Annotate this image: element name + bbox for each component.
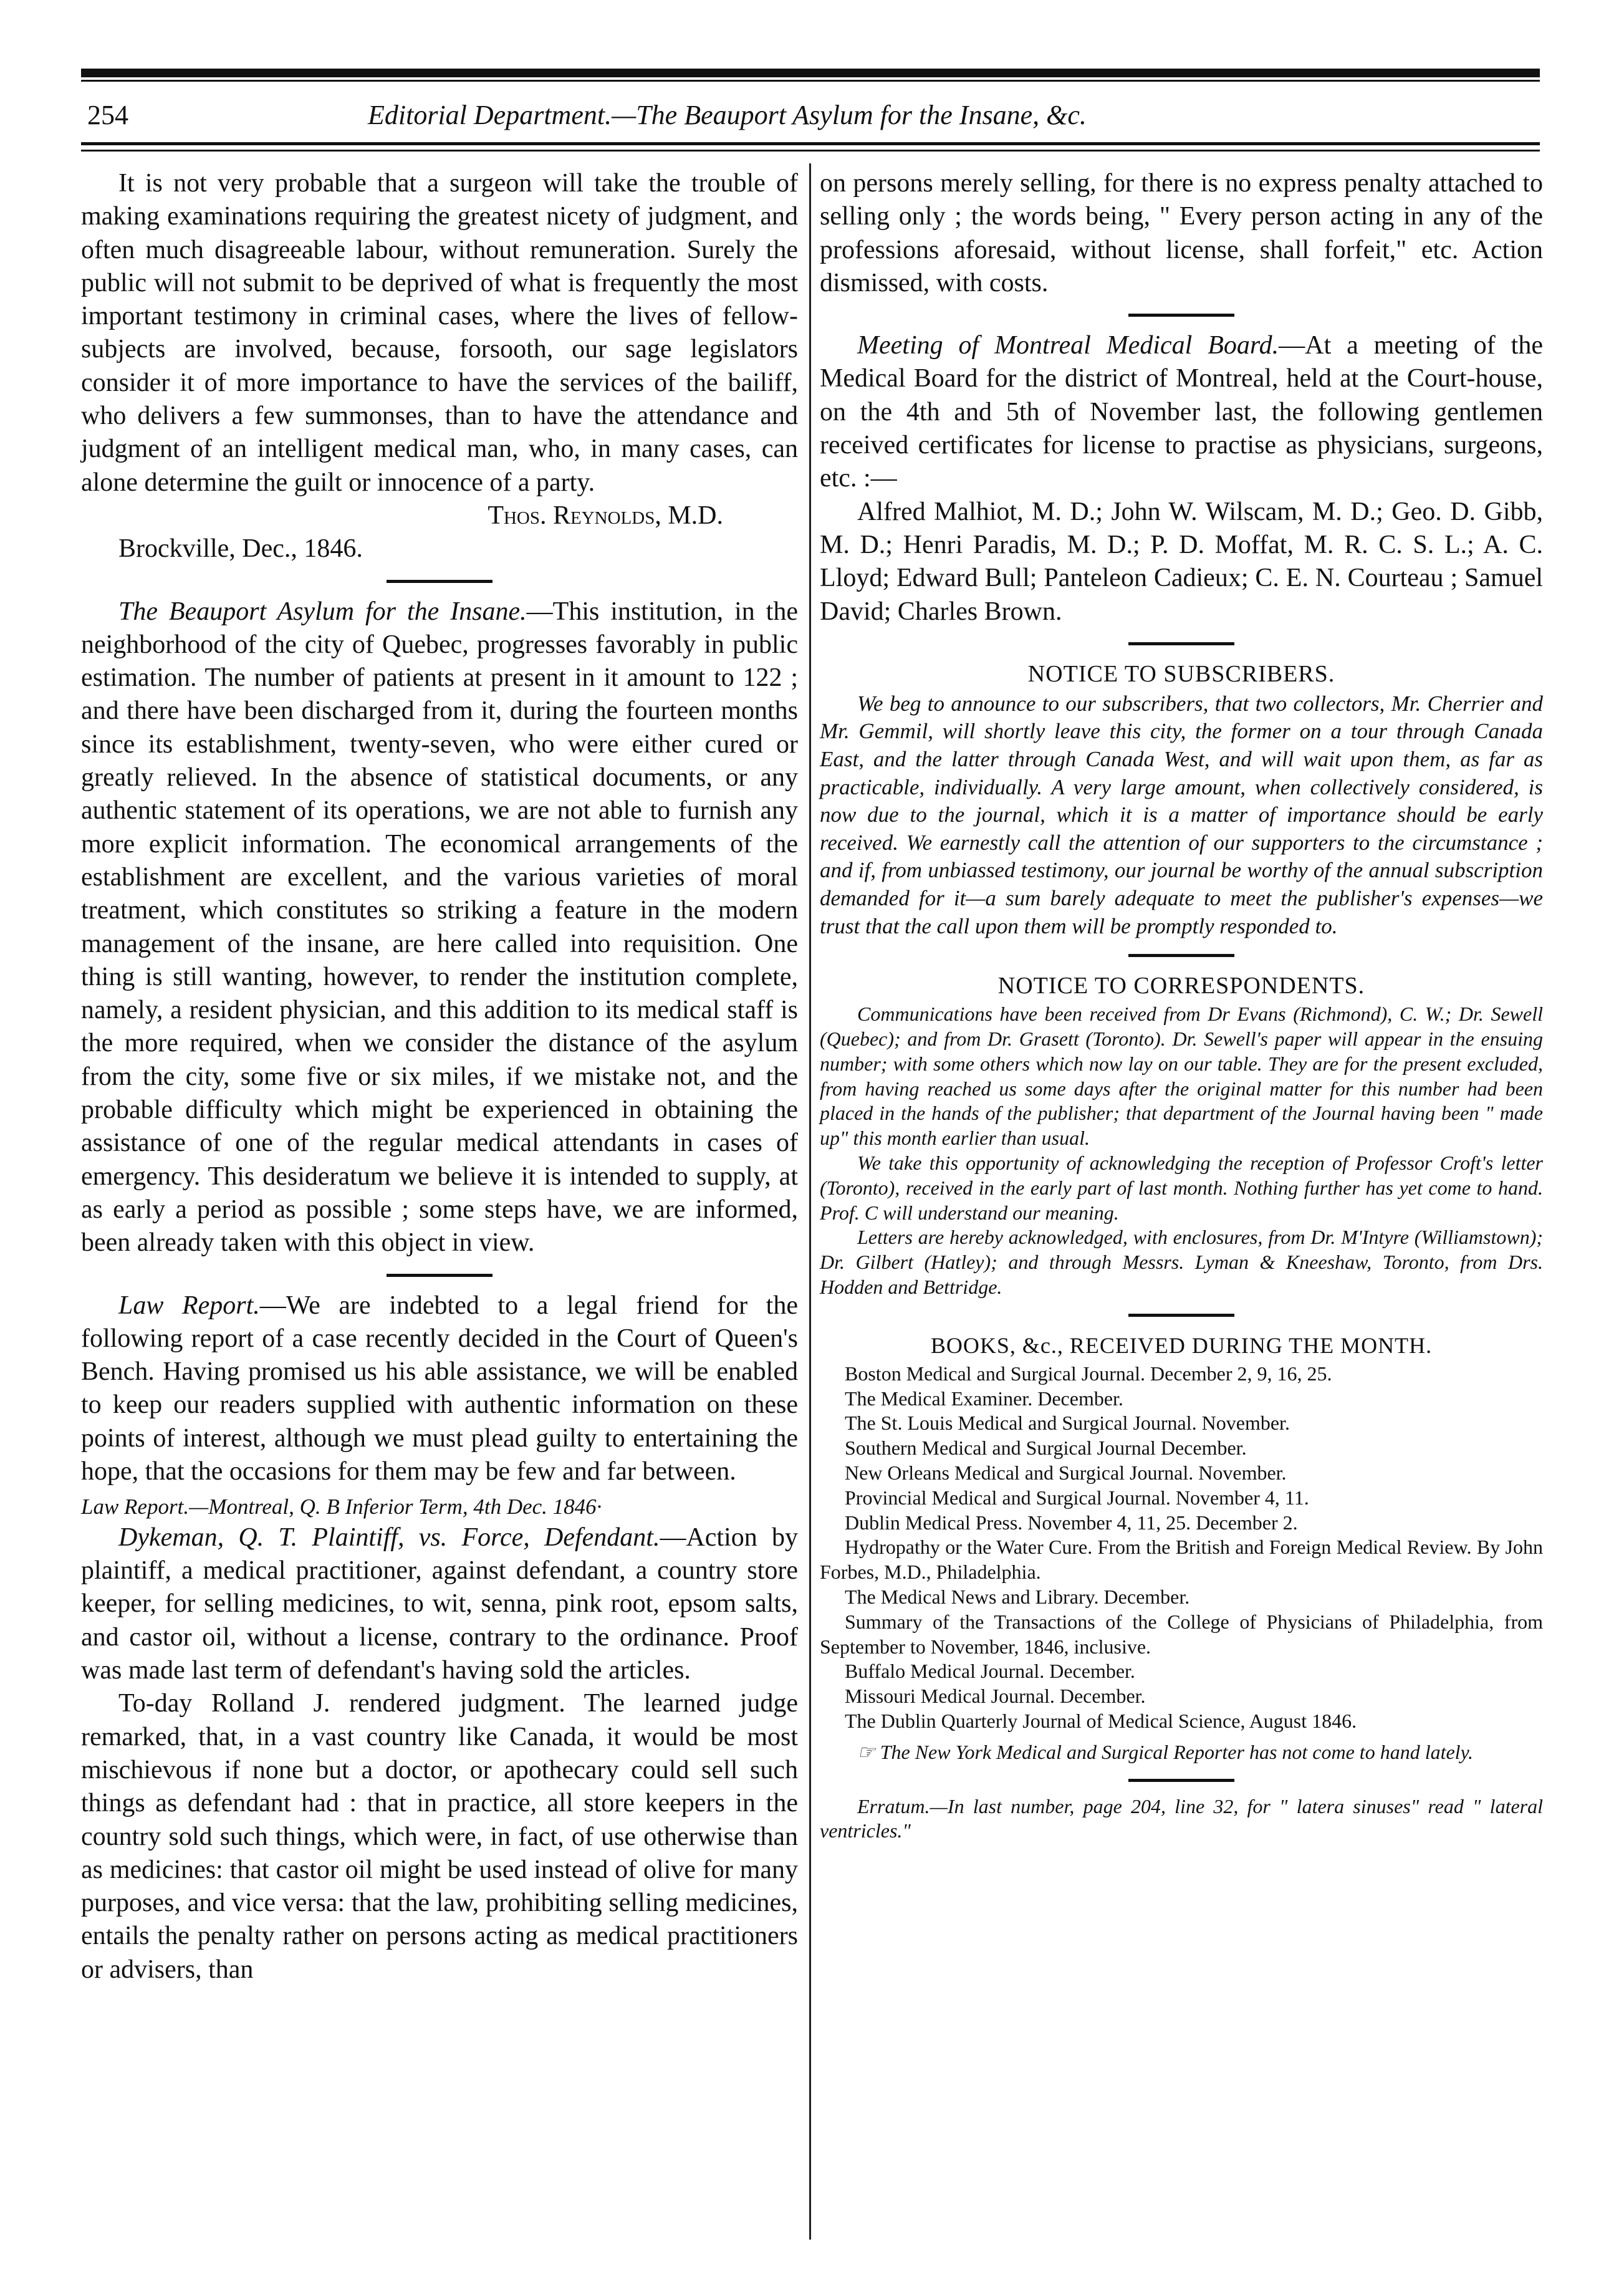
judgment-paragraph: To-day Rolland J. rendered judgment. The learned judge remarked, that, in a vast country like Canada, it would be most mischievous if none but a doctor, or apothecary could sell such things as defendant had : that in practice, all store keepers in the country sold such things, which were, in fact, of use otherwise than as medicines: that castor oil might be used instead of olive for many purposes, and vice versa: that the law, prohibiting selling medicines, entails the penalty rather on persons acting as medical practitioners or advisers, than [81, 1689, 798, 1984]
meeting-article [820, 329, 1543, 495]
books-list [820, 1362, 1543, 1734]
section-separator [1128, 314, 1234, 317]
meeting-names: Alfred Malhiot, M. D.; John W. Wilscam, M. D.; Geo. D. Gibb, M. D.; Henri Paradis, M. D.; P. D. Moffat, M. R. C. S. L.; A. C. Lloyd; Edward Bull; Panteleon Cadieux; C. E. N. Courteau ; Samuel David; Charles Brown. [820, 497, 1543, 626]
signature: Thos. Reynolds, M.D. [488, 501, 723, 530]
correspondents-p2: We take this opportunity of acknowledging the reception of Professor Croft's letter (Toronto), received in the early part of last month. Nothing further has yet come to hand. Prof. C will understand our meaning. [820, 1151, 1543, 1224]
meeting-title: Meeting of Montreal Medical Board. [857, 331, 1279, 360]
page-number: 254 [87, 100, 128, 130]
section-separator [387, 1274, 492, 1277]
law-report-text: —We are indebted to a legal friend for the following report of a case recently decided in the Court of Queen's Bench. Having promised us his able assistance, we will be enabled to keep our readers supplied with authentic information on these points of interest, although we must plead guilty to entertaining the hope, that the occasions for them may be few and far between. [81, 1291, 798, 1486]
running-title: Editorial Department.—The Beauport Asylum for the Insane, &c. [368, 100, 1087, 130]
section-separator [1128, 1314, 1234, 1317]
book-item: Boston Medical and Surgical Journal. December 2, 9, 16, 25. [845, 1362, 1332, 1385]
law-report-title: Law Report. [118, 1291, 260, 1320]
erratum: Erratum.—In last number, page 204, line 32, for " latera sinuses" read " lateral ventricles." [820, 1794, 1543, 1842]
book-item: Summary of the Transactions of the College of Physicians of Philadelphia, from September to November, 1846, inclusive. [820, 1610, 1543, 1658]
book-item: Hydropathy or the Water Cure. From the British and Foreign Medical Review. By John Forbes, M.D., Philadelphia. [820, 1536, 1543, 1584]
case-text: —Action by plaintiff, a medical practitioner, against defendant, a country store keeper, for selling medicines, to wit, senna, pink root, epsom salts, and castor oil, without a license, contrary to the ordinance. Proof was made last term of defendant's having sold the articles. [81, 1523, 799, 1685]
court-line: Law Report.—Montreal, Q. B Inferior Term, 4th Dec. 1846· [81, 1495, 602, 1519]
beauport-article [81, 595, 798, 1260]
book-item: Provincial Medical and Surgical Journal. November 4, 11. [845, 1486, 1309, 1509]
book-item: Dublin Medical Press. November 4, 11, 25. December 2. [845, 1511, 1298, 1534]
law-report-article [81, 1289, 798, 1489]
book-item: New Orleans Medical and Surgical Journal. November. [845, 1461, 1287, 1484]
section-separator [1128, 1779, 1234, 1782]
books-heading: BOOKS, &c., RECEIVED DURING THE MONTH. [930, 1332, 1433, 1358]
left-column [81, 167, 798, 1986]
subscribers-notice: We beg to announce to our subscribers, that two collectors, Mr. Cherrier and Mr. Gemmil, will shortly leave this city, the former on a tour through Canada East, and the latter through Canada West, and will wait upon them, as far as practicable, individually. A very large amount, when collectively considered, is now due to the journal, which it is a matter of importance should be early received. We earnestly call the attention of our supporters to the circumstance ; and if, from unbiassed testimony, our journal be worthy of the annual subscription demanded for it—a sum barely adequate to meet the publisher's expenses—we trust that the call upon them will be promptly responded to. [820, 691, 1543, 938]
header-rule-thick [81, 69, 1540, 77]
section-separator [1128, 642, 1234, 645]
book-item: Missouri Medical Journal. December. [845, 1685, 1146, 1708]
book-item: The Dublin Quarterly Journal of Medical Science, August 1846. [845, 1709, 1357, 1732]
case-paragraph [81, 1521, 798, 1687]
reporter-note: ☞ The New York Medical and Surgical Reporter has not come to hand lately. [857, 1740, 1473, 1763]
correspondents-heading: NOTICE TO CORRESPONDENTS. [997, 973, 1365, 999]
case-title: Dykeman, Q. T. Plaintiff, vs. Force, Defendant. [118, 1523, 660, 1552]
judgment-continuation: on persons merely selling, for there is no express penalty attached to selling only ; the words being, " Every person acting in any of the professions aforesaid, without license, shall forfeit," etc. Action dismissed, with costs. [820, 169, 1543, 297]
book-item: Southern Medical and Surgical Journal December. [845, 1437, 1247, 1460]
header-rule-thin [81, 80, 1540, 82]
beauport-title: The Beauport Asylum for the Insane. [118, 597, 527, 626]
book-item: The Medical Examiner. December. [845, 1387, 1123, 1410]
beauport-text: —This institution, in the neighborhood of the city of Quebec, progresses favorably in public estimation. The number of patients at present in it amount to 122 ; and there have been discharged from it, during the fourteen months since its establishment, twenty-seven, who were either cured or greatly relieved. In the absence of statistical documents, or any authentic statement of its operations, we are not able to furnish any more explicit information. The economical arrangements of the establishment are excellent, and the various varieties of moral treatment, which constitutes so striking a feature in the modern management of the insane, are here called into requisition. One thing is still wanting, however, to render the institution complete, namely, a resident physician, and this addition to its medical staff is the more required, when we consider the distance of the asylum from the city, some five or six miles, if we mistake not, and the probable difficulty which might be experienced in obtaining the assistance of one of the regular medical attendants in cases of emergency. This desideratum we believe it is intended to supply, at as early a period as possible ; some steps have, we are informed, been already taken with this object in view. [81, 597, 798, 1258]
book-item: The St. Louis Medical and Surgical Journal. November. [845, 1412, 1290, 1435]
header-rule-lower-2 [81, 150, 1540, 152]
paragraph-remuneration: It is not very probable that a surgeon will take the trouble of making examinations requiring the greatest nicety of judgment, and often much disagreeable labour, without remuneration. Surely the public will not submit to be deprived of what is frequently the most important testimony in criminal cases, where the lives of fellow-subjects are involved, because, forsooth, our sage legislators consider it of more importance to have the services of the bailiff, who delivers a few summonses, than to have the attendance and judgment of an intelligent medical man, who, in many cases, can alone determine the guilt or innocence of a party. [81, 169, 798, 497]
column-divider [809, 163, 811, 2240]
section-separator [387, 580, 492, 583]
book-item: Buffalo Medical Journal. December. [845, 1660, 1135, 1683]
right-column [820, 167, 1543, 1844]
meeting-text: —At a meeting of the Medical Board for the district of Montreal, held at the Court-house, on the 4th and 5th of November last, the following gentlemen received certificates for license to practise as physicians, surgeons, etc. :— [820, 331, 1543, 493]
correspondents-p3: Letters are hereby acknowledged, with enclosures, from Dr. M'Intyre (Williamstown); Dr. Gilbert (Hatley); and through Messrs. Lyman & Kneeshaw, Toronto, from Drs. Hodden and Bettridge. [820, 1226, 1543, 1298]
book-item: The Medical News and Library. December. [845, 1585, 1190, 1608]
header-rule-lower-1 [81, 142, 1540, 145]
correspondents-p1: Communications have been received from Dr Evans (Richmond), C. W.; Dr. Sewell (Quebec); and from Dr. Grasett (Toronto). Dr. Sewell's paper will appear in the ensuing number; with some others which now lay on our table. They are for the present excluded, from having reached us some days after the original matter for this number had been placed in the hands of the publisher; that department of the Journal having been " made up" this month earlier than usual. [820, 1003, 1543, 1150]
running-header [87, 94, 1534, 137]
section-separator [1128, 954, 1234, 957]
dateline: Brockville, Dec., 1846. [118, 534, 363, 564]
subscribers-heading: NOTICE TO SUBSCRIBERS. [1027, 660, 1335, 687]
